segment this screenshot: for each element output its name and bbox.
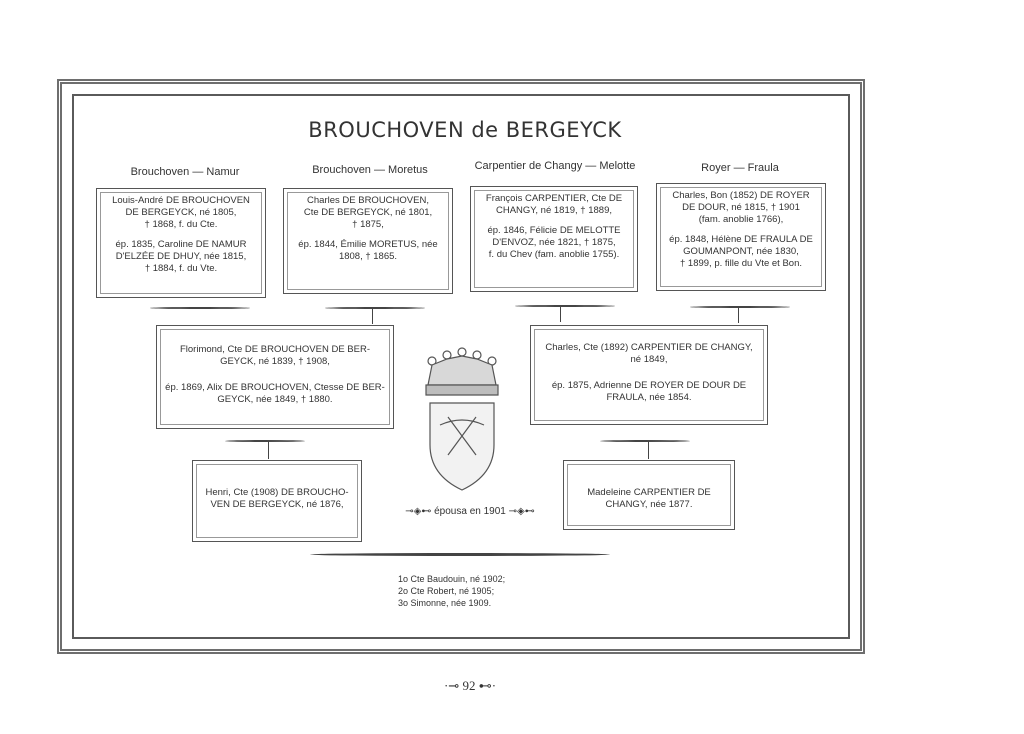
ornament-icon: ⊸◈⊷ <box>405 506 432 517</box>
spouse-line: ép. 1848, Hélène DE FRAULA DE <box>669 234 813 245</box>
ornament-icon: ·⊸ <box>443 678 463 693</box>
person-line: GEYCK, né 1839, † 1908, <box>220 356 330 367</box>
person-line: Charles, Cte (1892) CARPENTIER DE CHANGY, <box>545 342 753 353</box>
marriage-label-text: épousa en 1901 <box>434 506 506 517</box>
child-entry: 3o Simonne, née 1909. <box>398 598 492 608</box>
person-line: DE BERGEYCK, né 1805, <box>125 207 237 218</box>
column-header-carpentier-melotte: Carpentier de Changy — Melotte <box>474 160 636 172</box>
person-box-charles-carpentier <box>530 325 768 425</box>
connector-line <box>738 307 739 323</box>
column-header-brouchoven-moretus: Brouchoven — Moretus <box>312 164 428 176</box>
connector-line <box>268 441 269 459</box>
spouse-line: ép. 1869, Alix DE BROUCHOVEN, Ctesse DE BER- <box>165 382 385 393</box>
person-line: Florimond, Cte DE BROUCHOVEN DE BER- <box>179 344 371 355</box>
person-box-henri <box>192 460 362 542</box>
person-line: (fam. anoblie 1766), <box>698 214 784 225</box>
person-line: Madeleine CARPENTIER DE <box>587 487 711 498</box>
person-line: † 1875, <box>352 219 384 230</box>
spouse-line: FRAULA, née 1854. <box>606 392 692 403</box>
column-header-brouchoven-namur: Brouchoven — Namur <box>130 166 240 178</box>
children-separator <box>310 553 610 556</box>
spouse-line: † 1884, f. du Vte. <box>144 263 218 274</box>
person-box-charles-brouchoven <box>283 188 453 294</box>
connector-line <box>648 441 649 459</box>
connector-line <box>372 308 373 324</box>
connector-swash <box>690 306 790 308</box>
person-box-madeleine <box>563 460 735 530</box>
page-number-text: 92 <box>462 678 476 693</box>
person-box-francois-carpentier <box>470 186 638 292</box>
person-line: né 1849, <box>630 354 668 365</box>
person-box-charles-royer <box>656 183 826 291</box>
person-line: DE DOUR, né 1815, † 1901 <box>682 202 800 213</box>
spouse-line: D'ELZÉE DE DHUY, née 1815, <box>115 251 247 262</box>
person-line: Charles, Bon (1852) DE ROYER <box>672 190 810 201</box>
person-line: François CARPENTIER, Cte DE <box>485 193 623 204</box>
connector-swash <box>225 440 305 442</box>
spouse-line: f. du Chev (fam. anoblie 1755). <box>488 249 620 260</box>
connector-swash <box>150 307 250 309</box>
spouse-line: 1808, † 1865. <box>338 251 398 262</box>
child-entry: 2o Cte Robert, né 1905; <box>398 586 495 596</box>
page-title: BROUCHOVEN de BERGEYCK <box>308 118 622 142</box>
spouse-line: D'ENVOZ, née 1821, † 1875, <box>492 237 616 248</box>
connector-swash <box>515 305 615 307</box>
connector-swash <box>325 307 425 309</box>
spouse-line: ép. 1844, Émilie MORETUS, née <box>298 239 438 250</box>
person-line: CHANGY, née 1877. <box>605 499 693 510</box>
spouse-line: GEYCK, née 1849, † 1880. <box>217 394 333 405</box>
column-header-royer-fraula: Royer — Fraula <box>701 162 779 174</box>
person-line: Charles DE BROUCHOVEN, <box>307 195 429 206</box>
person-line: Louis-André DE BROUCHOVEN <box>112 195 250 206</box>
spouse-line: ép. 1846, Félicie DE MELOTTE <box>487 225 621 236</box>
person-box-florimond <box>156 325 394 429</box>
connector-line <box>560 306 561 322</box>
spouse-line: ép. 1875, Adrienne DE ROYER DE DOUR DE <box>551 380 747 391</box>
children-list <box>398 573 598 609</box>
person-line: VEN DE BERGEYCK, né 1876, <box>210 499 344 510</box>
person-box-louis-andre <box>96 188 266 298</box>
ornament-icon: ⊷· <box>475 678 497 693</box>
spouse-line: GOUMANPONT, née 1830, <box>683 246 799 257</box>
ornament-icon: ⊸◈⊷ <box>508 506 535 517</box>
spouse-line: † 1899, p. fille du Vte et Bon. <box>679 258 802 269</box>
page-number <box>440 678 500 694</box>
spouse-line: ép. 1835, Caroline DE NAMUR <box>115 239 247 250</box>
person-line: Cte DE BERGEYCK, né 1801, <box>303 207 433 218</box>
coat-of-arms-icon <box>418 345 506 495</box>
person-line: † 1868, f. du Cte. <box>144 219 218 230</box>
person-line: Henri, Cte (1908) DE BROUCHO- <box>205 487 349 498</box>
person-line: CHANGY, né 1819, † 1889, <box>495 205 612 216</box>
connector-swash <box>600 440 690 442</box>
child-entry: 1o Cte Baudouin, né 1902; <box>398 574 506 584</box>
marriage-label <box>400 506 540 517</box>
